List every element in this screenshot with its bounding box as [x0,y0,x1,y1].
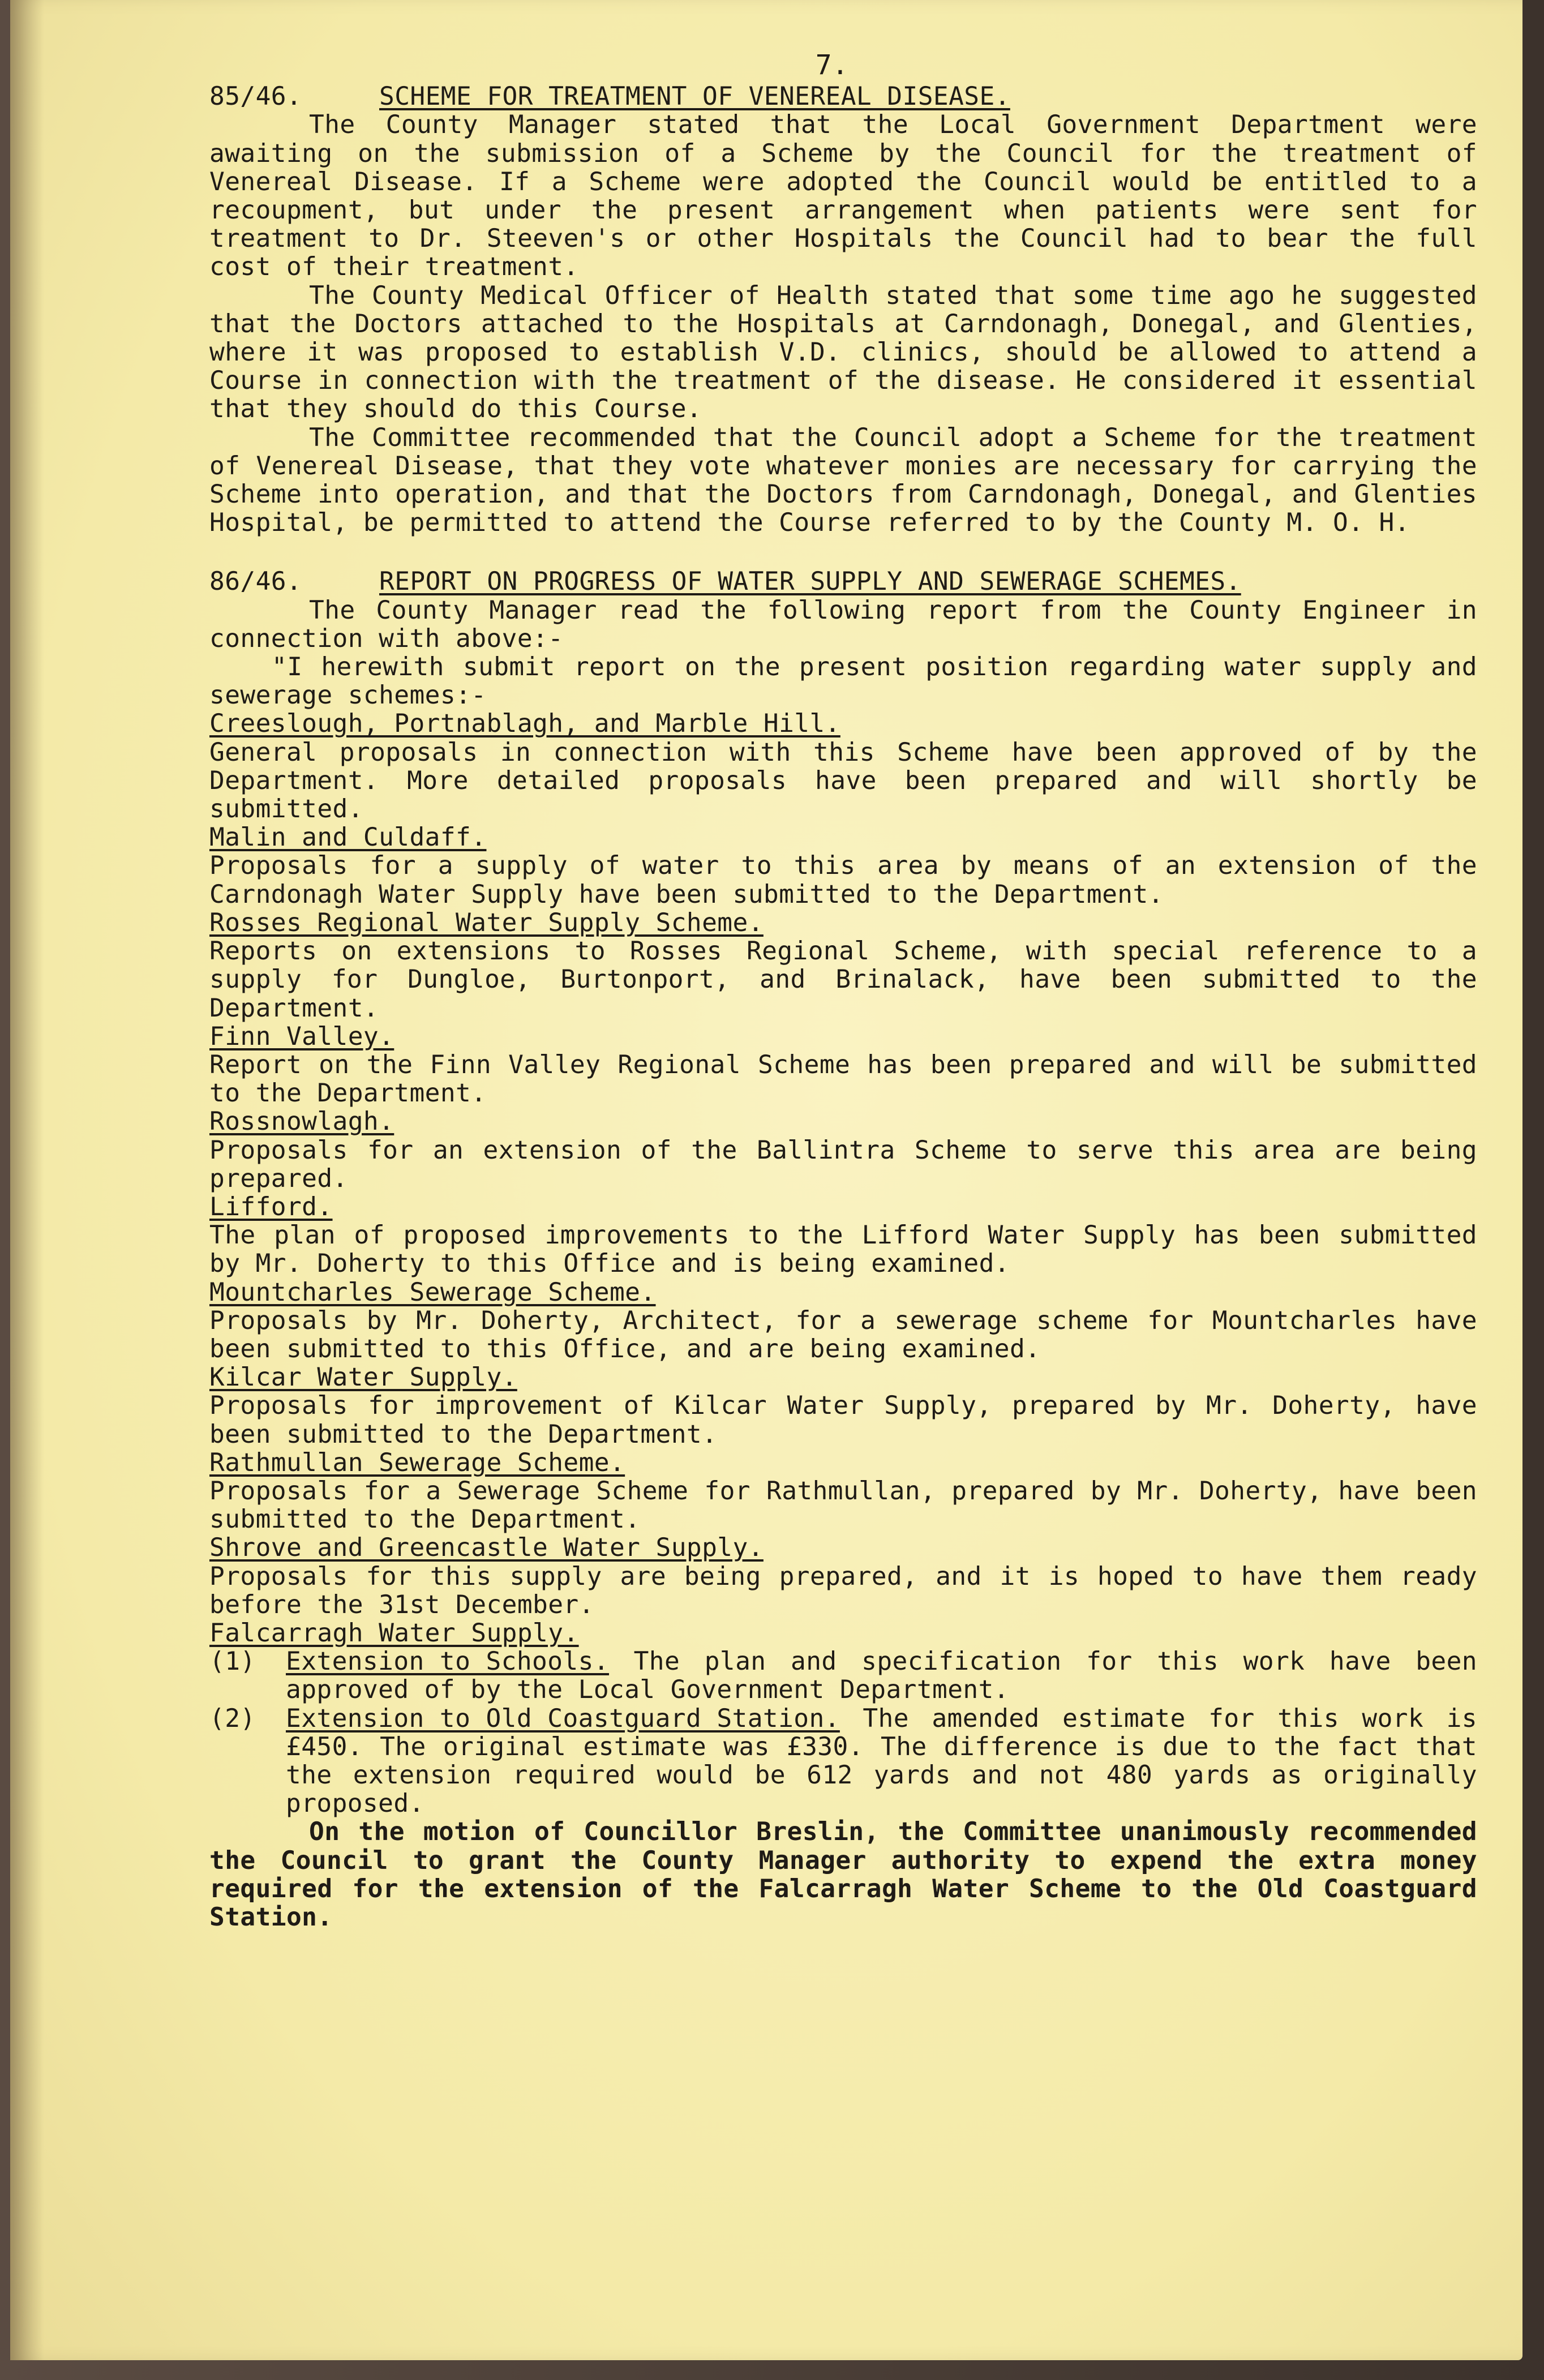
page-number: 7. [815,49,849,81]
minute-number: 86/46. [209,567,302,597]
scheme-heading: Lifford. [209,1192,333,1221]
scheme-text: Proposals for a Sewerage Scheme for Rathmullan, prepared by Mr. Doherty, have been submitted to the Department. [209,1476,1477,1534]
scheme-text: Proposals for a supply of water to this area by means of an extension of the Carndonagh Water Supply have been submitted to the Department. [209,851,1477,909]
binding-gutter [10,0,44,2360]
minute-number: 85/46. [209,82,302,112]
scheme-text: Proposals for improvement of Kilcar Water Supply, prepared by Mr. Doherty, have been submitted to the Department. [209,1391,1477,1449]
scheme-heading: Rathmullan Sewerage Scheme. [209,1448,625,1477]
item-heading: Extension to Old Coastguard Station. [286,1704,840,1733]
section-title: SCHEME FOR TREATMENT OF VENEREAL DISEASE. [379,82,1010,112]
paragraph: The County Medical Officer of Health stated that some time ago he suggested that the Doctors attached to the Hospitals at Carndonagh, Donegal, and Glenties, where it was proposed to establish V.D. clinics, should be allowed to attend a Course in connection with the treatment of the disease. He considered it essential that they should do this Course. [209,281,1477,424]
scheme-text: Proposals by Mr. Doherty, Architect, for a sewerage scheme for Mountcharles have been submitted to this Office, and are being examined. [209,1306,1477,1363]
scheme-heading: Kilcar Water Supply. [209,1363,517,1392]
list-item [209,1648,1477,1704]
item-text: The amended estimate for this work is £450. The original estimate was £330. The difference is due to the fact that the extension required would be 612 yards and not 480 yards as originally proposed. [286,1704,1477,1819]
list-item [209,1705,1477,1819]
document-content [209,45,1477,1932]
scheme-heading: Rossnowlagh. [209,1107,394,1137]
scheme-heading: Finn Valley. [209,1022,394,1051]
item-heading: Extension to Schools. [286,1647,610,1676]
scheme-text: Proposals for this supply are being prepared, and it is hoped to have them ready before the 31st December. [209,1562,1477,1619]
scheme-heading: Malin and Culdaff. [209,823,487,852]
scheme-heading: Falcarragh Water Supply. [209,1618,579,1648]
paragraph: The Committee recommended that the Council adopt a Scheme for the treatment of Venereal Disease, that they vote whatever monies are necessary for carrying the Scheme into operation, and that the Doctors from Carndonagh, Donegal, and Glenties Hospital, be permitted to attend the Course referred to by the County M. O. H. [209,423,1477,538]
scheme-text: Reports on extensions to Rosses Regional Scheme, with special reference to a supply for Dungloe, Burtonport, and Brinalack, have been submitted to the Department. [209,937,1477,1023]
scheme-heading: Creeslough, Portnablagh, and Marble Hill. [209,709,840,739]
paragraph: The County Manager stated that the Local Government Department were awaiting on the submission of a Scheme by the Council for the treatment of Venereal Disease. If a Scheme were adopted the Council would be entitled to a recoupment, but under the present arrangement when patients were sent for treatment to Dr. Steeven's or other Hospitals the Council had to bear the full cost of their treatment. [209,110,1477,282]
section-title: REPORT ON PROGRESS OF WATER SUPPLY AND SEWERAGE SCHEMES. [379,567,1241,597]
scheme-text: The plan of proposed improvements to the Lifford Water Supply has been submitted by Mr. Doherty to this Office and is being examined. [209,1221,1477,1279]
paragraph: The County Manager read the following report from the County Engineer in connection with above:- [209,595,1477,653]
scheme-text: Report on the Finn Valley Regional Scheme has been prepared and will be submitted to the Department. [209,1050,1477,1108]
scheme-heading: Mountcharles Sewerage Scheme. [209,1277,656,1307]
item-number: (1) [209,1647,256,1676]
item-text: The plan and specification for this work have been approved of by the Local Government Department. [286,1647,1477,1705]
section-heading-85-46 [209,83,1477,111]
scheme-text: Proposals for an extension of the Ballintra Scheme to serve this area are being prepared. [209,1135,1477,1193]
scheme-text: General proposals in connection with this Scheme have been approved of by the Department. More detailed proposals have been prepared and will shortly be submitted. [209,737,1477,824]
paragraph: "I herewith submit report on the present position regarding water supply and sewerage schemes:- [209,653,1477,710]
resolution-paragraph: On the motion of Councillor Breslin, the Committee unanimously recommended the Council to grant the County Manager authority to expend the extra money required for the extension of the Falcarragh Water Scheme to the Old Coastguard Station. [209,1817,1477,1932]
item-number: (2) [209,1704,256,1733]
scheme-heading: Rosses Regional Water Supply Scheme. [209,908,764,937]
scheme-heading: Shrove and Greencastle Water Supply. [209,1533,764,1563]
section-heading-86-46 [209,568,1477,596]
